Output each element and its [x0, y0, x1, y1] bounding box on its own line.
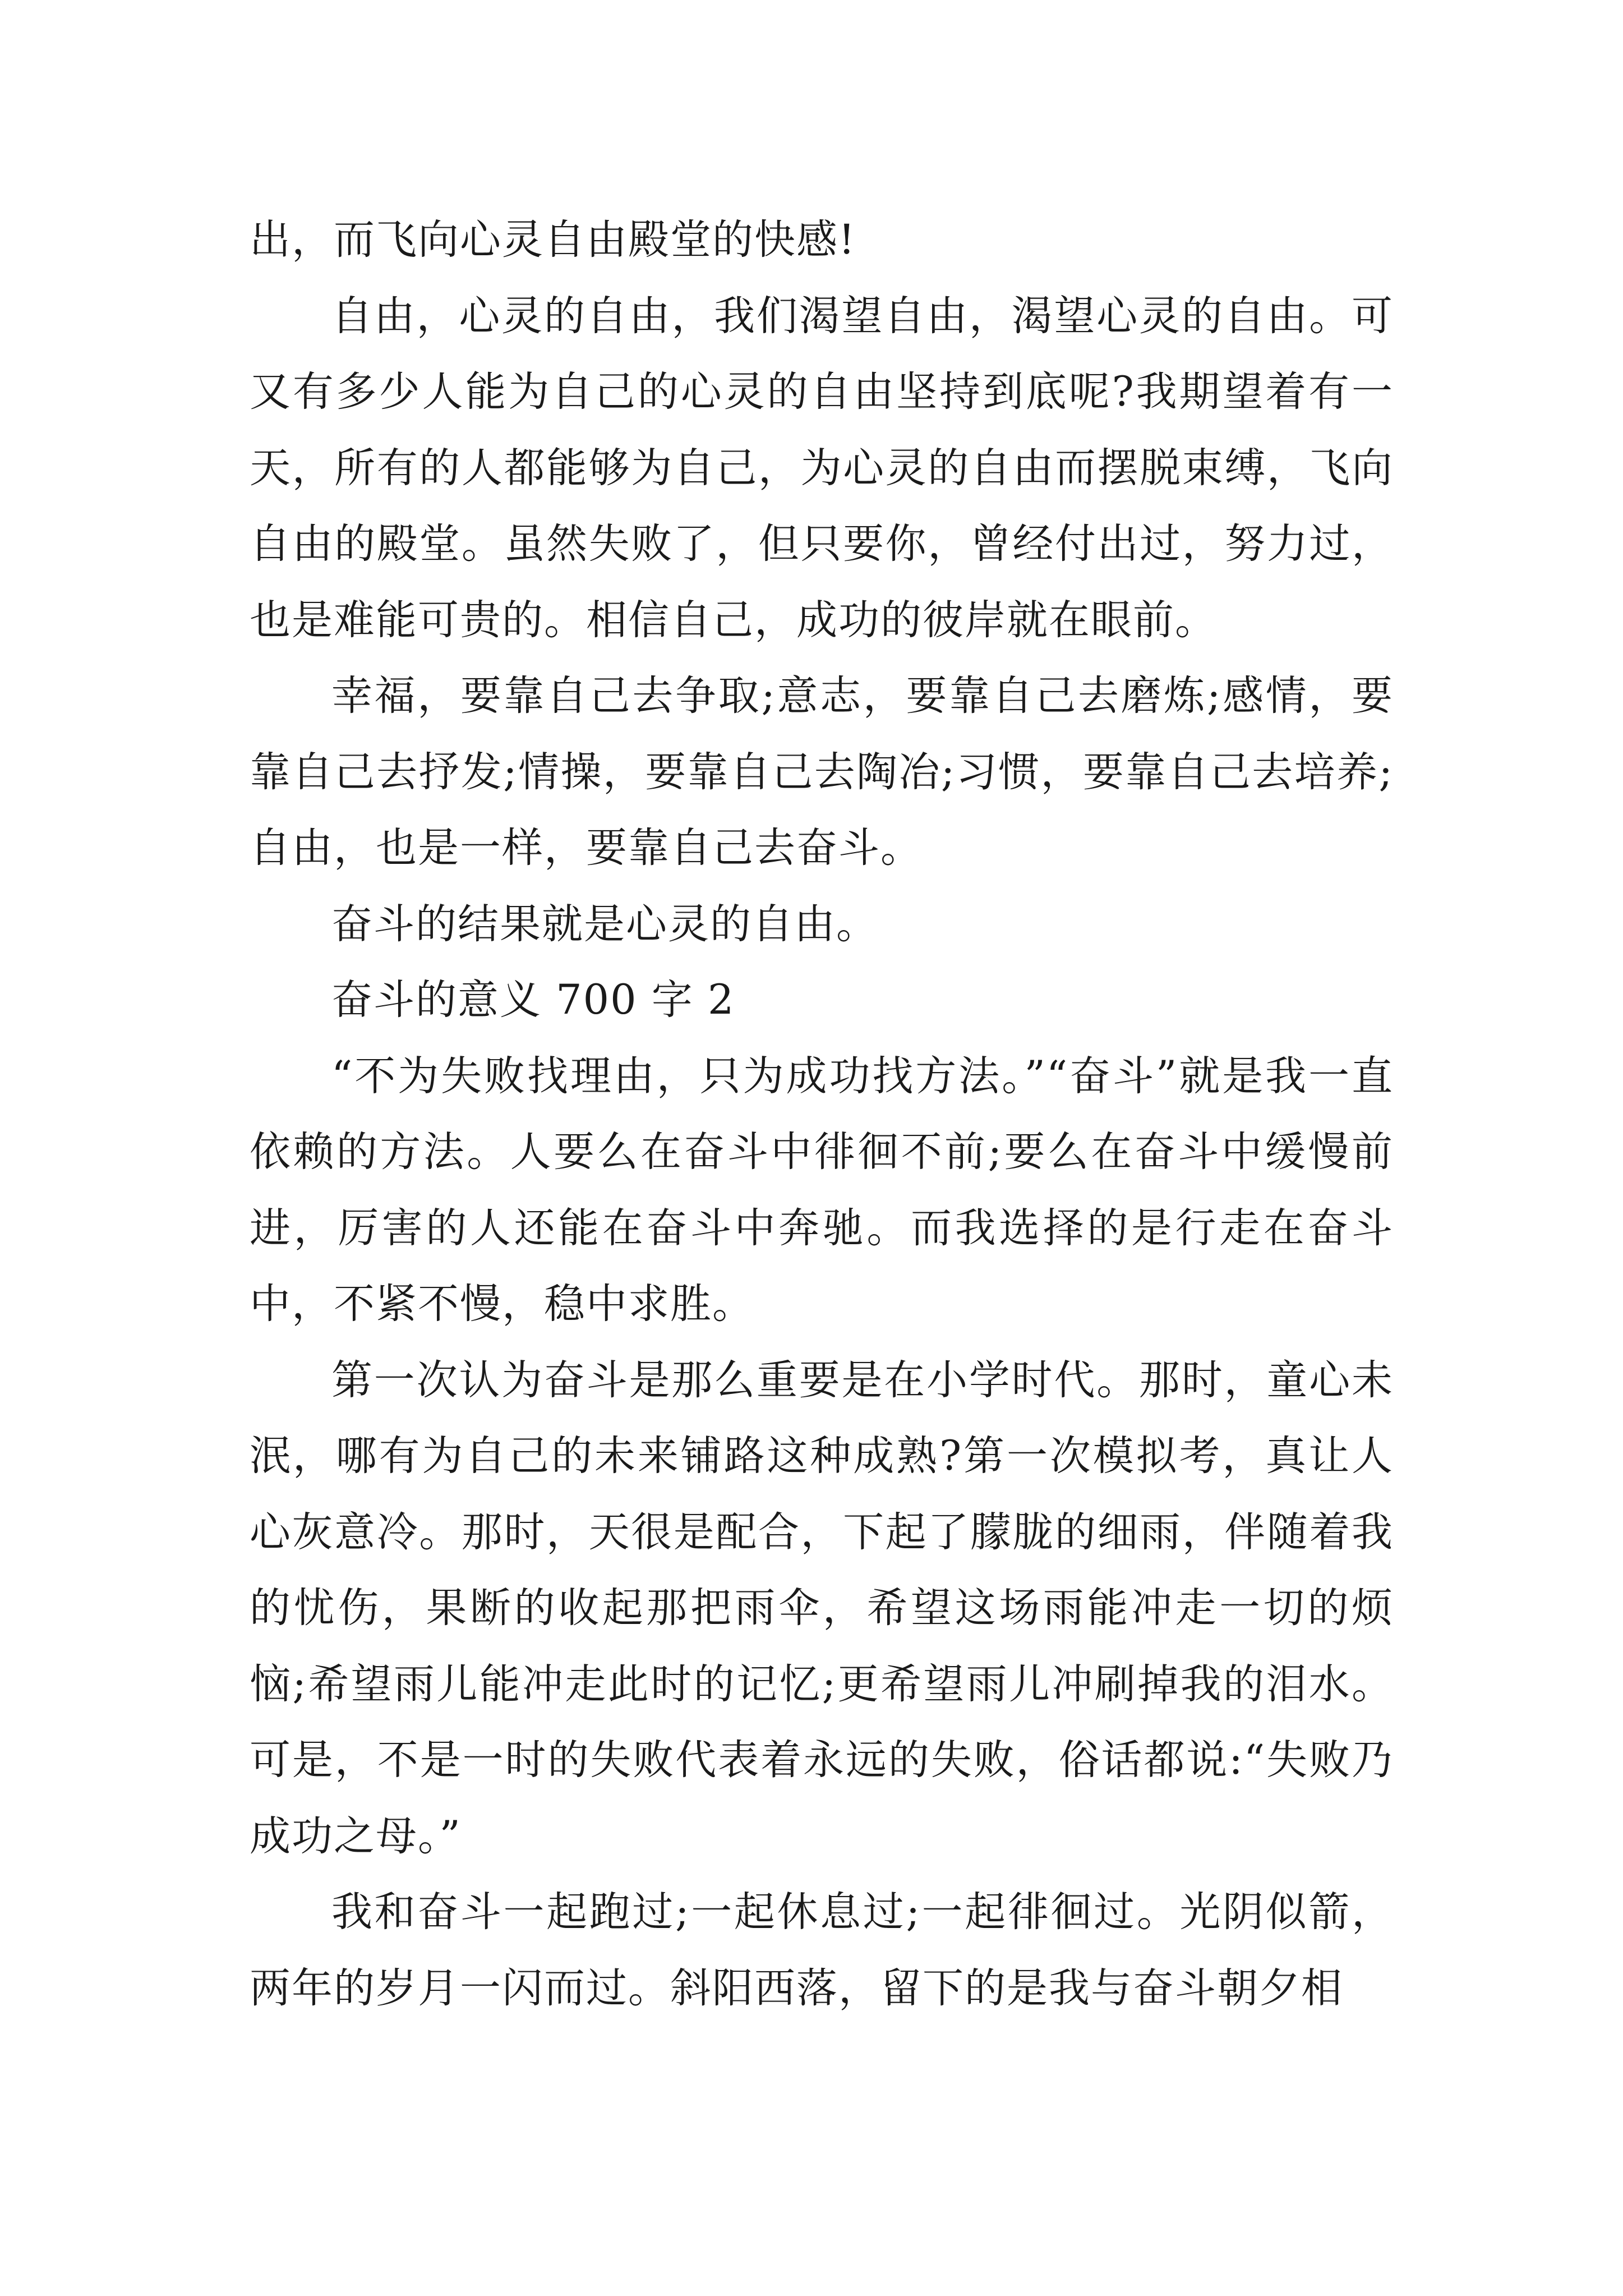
- paragraph: 第一次认为奋斗是那么重要是在小学时代。那时，童心未泯，哪有为自己的未来铺路这种成熟?第一次模拟考，真让人心灰意冷。那时，天很是配合，下起了朦胧的细雨，伴随着我的忧伤，果断的收起那把雨伞，希望这场雨能冲走一切的烦恼;希望雨儿能冲走此时的记忆;更希望雨儿冲刷掉我的泪水。可是，不是一时的失败代表着永远的失败，俗话都说:“失败乃成功之母。”: [250, 1356, 1394, 1860]
- paragraph: 幸福，要靠自己去争取;意志，要靠自己去磨炼;感情，要靠自己去抒发;情操，要靠自己去陶冶;习惯，要靠自己去培养;自由，也是一样，要靠自己去奋斗。: [250, 672, 1394, 872]
- section-heading: 奋斗的意义 700 字 2: [331, 976, 735, 1024]
- paragraph: 我和奋斗一起跑过;一起休息过;一起徘徊过。光阴似箭，两年的岁月一闪而过。斜阳西落，留下的是我与奋斗朝夕相: [250, 1888, 1394, 2012]
- document-body: [250, 202, 1394, 2026]
- paragraph: “不为失败找理由，只为成功找方法。”“奋斗”就是我一直依赖的方法。人要么在奋斗中徘徊不前;要么在奋斗中缓慢前进，厉害的人还能在奋斗中奔驰。而我选择的是行走在奋斗中，不紧不慢，稳中求胜。: [250, 1052, 1394, 1328]
- paragraph: 自由，心灵的自由，我们渴望自由，渴望心灵的自由。可又有多少人能为自己的心灵的自由坚持到底呢?我期望着有一天，所有的人都能够为自己，为心灵的自由而摆脱束缚，飞向自由的殿堂。虽然失败了，但只要你，曾经付出过，努力过，也是难能可贵的。相信自己，成功的彼岸就在眼前。: [250, 292, 1394, 644]
- paragraph-continuation: 出，而飞向心灵自由殿堂的快感!: [250, 216, 856, 264]
- paragraph: 奋斗的结果就是心灵的自由。: [331, 900, 878, 948]
